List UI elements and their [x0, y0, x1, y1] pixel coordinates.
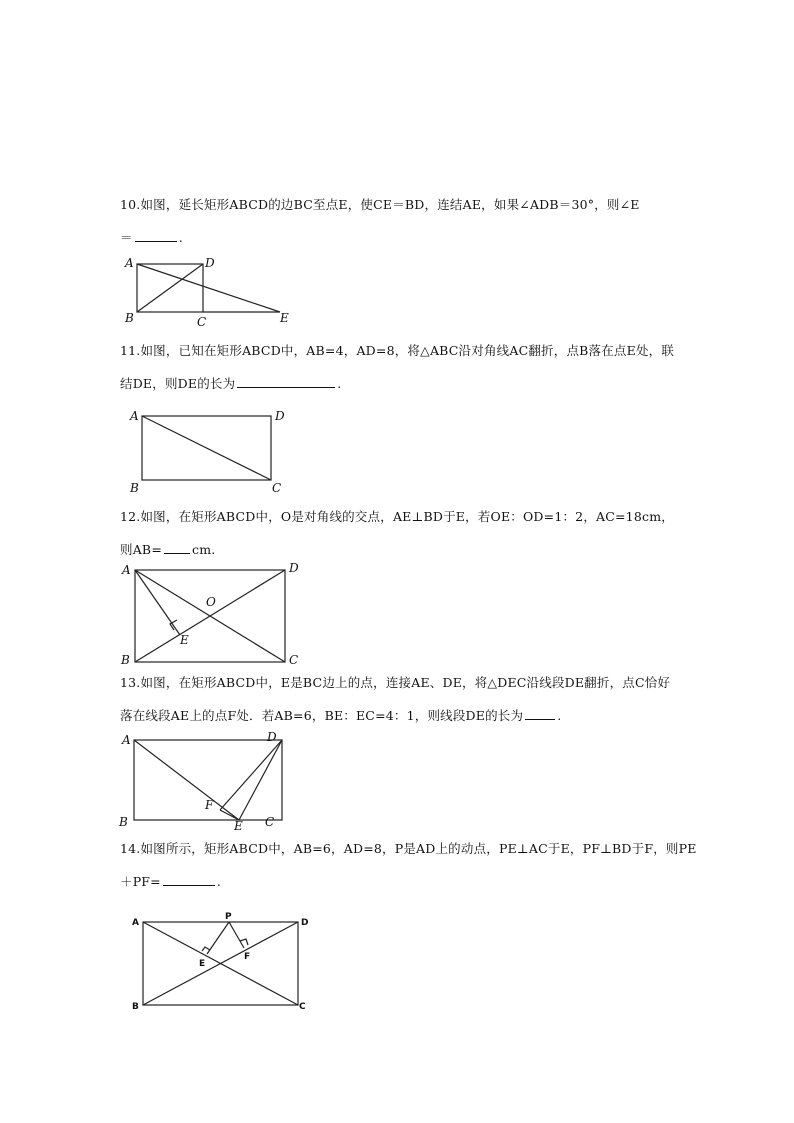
figure-13 [118, 728, 298, 833]
answer-blank[interactable] [237, 375, 335, 388]
label-p: P [225, 912, 232, 922]
diagonal-ac [142, 416, 271, 480]
answer-blank[interactable] [163, 873, 215, 886]
problem-14-suffix: . [216, 874, 222, 889]
problem-10-suffix: . [178, 230, 183, 245]
problem-14-prefix: ＋PF= [120, 874, 161, 889]
diagonal-bd [137, 264, 203, 312]
figure-12 [118, 560, 308, 670]
label-c: C [272, 481, 282, 495]
label-c: C [265, 815, 275, 829]
problem-14-line1: 14.如图所示，矩形ABCD中，AB=6，AD=8，P是AD上的动点，PE⊥AC于E，PF⊥BD于F，则PE [120, 841, 697, 856]
problem-14-line2 [120, 873, 720, 890]
label-b: B [125, 311, 134, 325]
label-e: E [280, 311, 289, 325]
label-o: O [206, 595, 216, 609]
label-d: D [275, 409, 285, 423]
label-e: E [199, 959, 206, 969]
label-b: B [121, 653, 130, 667]
label-b: B [130, 481, 139, 495]
label-a: A [125, 256, 134, 270]
label-a: A [132, 918, 139, 928]
problem-11-line1: 11.如图，已知在矩形ABCD中，AB=4，AD=8，将△ABC沿对角线AC翻折，点B落在点E处，联 [120, 343, 675, 358]
problem-12-line1: 12.如图，在矩形ABCD中，O是对角线的交点，AE⊥BD于E，若OE：OD=1：2，AC=18cm， [120, 509, 674, 524]
segment-ae [135, 570, 180, 635]
label-f: F [205, 798, 214, 812]
figure-11 [120, 402, 300, 497]
label-a: A [122, 733, 131, 747]
problem-11-line2 [120, 375, 720, 392]
label-d: D [301, 918, 309, 928]
segment-de [239, 740, 282, 820]
answer-blank[interactable] [164, 541, 190, 554]
segment-pe [207, 922, 229, 954]
problem-11-suffix: . [337, 376, 342, 391]
label-d: D [205, 256, 215, 270]
label-e: E [180, 633, 189, 647]
label-c: C [299, 1002, 306, 1012]
label-c: C [197, 315, 207, 329]
problem-13-line1: 13.如图，在矩形ABCD中，E是BC边上的点，连接AE、DE，将△DEC沿线段DE翻折，点C恰好 [120, 675, 671, 690]
problem-10-line2 [120, 229, 720, 246]
figure-10 [120, 252, 300, 332]
label-a: A [122, 563, 131, 577]
answer-blank[interactable] [135, 229, 177, 242]
label-e: E [234, 819, 243, 833]
problem-13-prefix: 落在线段AE上的点F处．若AB=6，BE：EC=4：1，则线段DE的长为 [120, 708, 524, 723]
problem-12-suffix: cm. [192, 542, 216, 557]
answer-blank[interactable] [525, 707, 555, 720]
figure-14 [128, 908, 318, 1018]
label-d: D [289, 561, 299, 575]
label-b: B [119, 815, 128, 829]
problem-11-prefix: 结DE，则DE的长为 [120, 376, 236, 391]
problem-10-line1: 10.如图，延长矩形ABCD的边BC至点E，使CE＝BD，连结AE，如果∠ADB＝30°，则∠E [120, 197, 640, 212]
label-a: A [130, 409, 139, 423]
label-f: F [244, 952, 251, 962]
problem-13-suffix: . [557, 708, 562, 723]
label-b: B [132, 1002, 139, 1012]
problem-12-prefix: 则AB= [120, 542, 162, 557]
problem-13-line2 [120, 707, 720, 724]
segment-df [220, 740, 282, 810]
problem-10-prefix: ＝ [120, 230, 133, 245]
segment-ae [137, 264, 280, 312]
label-d: D [267, 730, 277, 744]
problem-12-line2 [120, 541, 720, 558]
segment-ae [134, 740, 239, 820]
label-c: C [289, 653, 299, 667]
segment-pf [229, 922, 244, 948]
